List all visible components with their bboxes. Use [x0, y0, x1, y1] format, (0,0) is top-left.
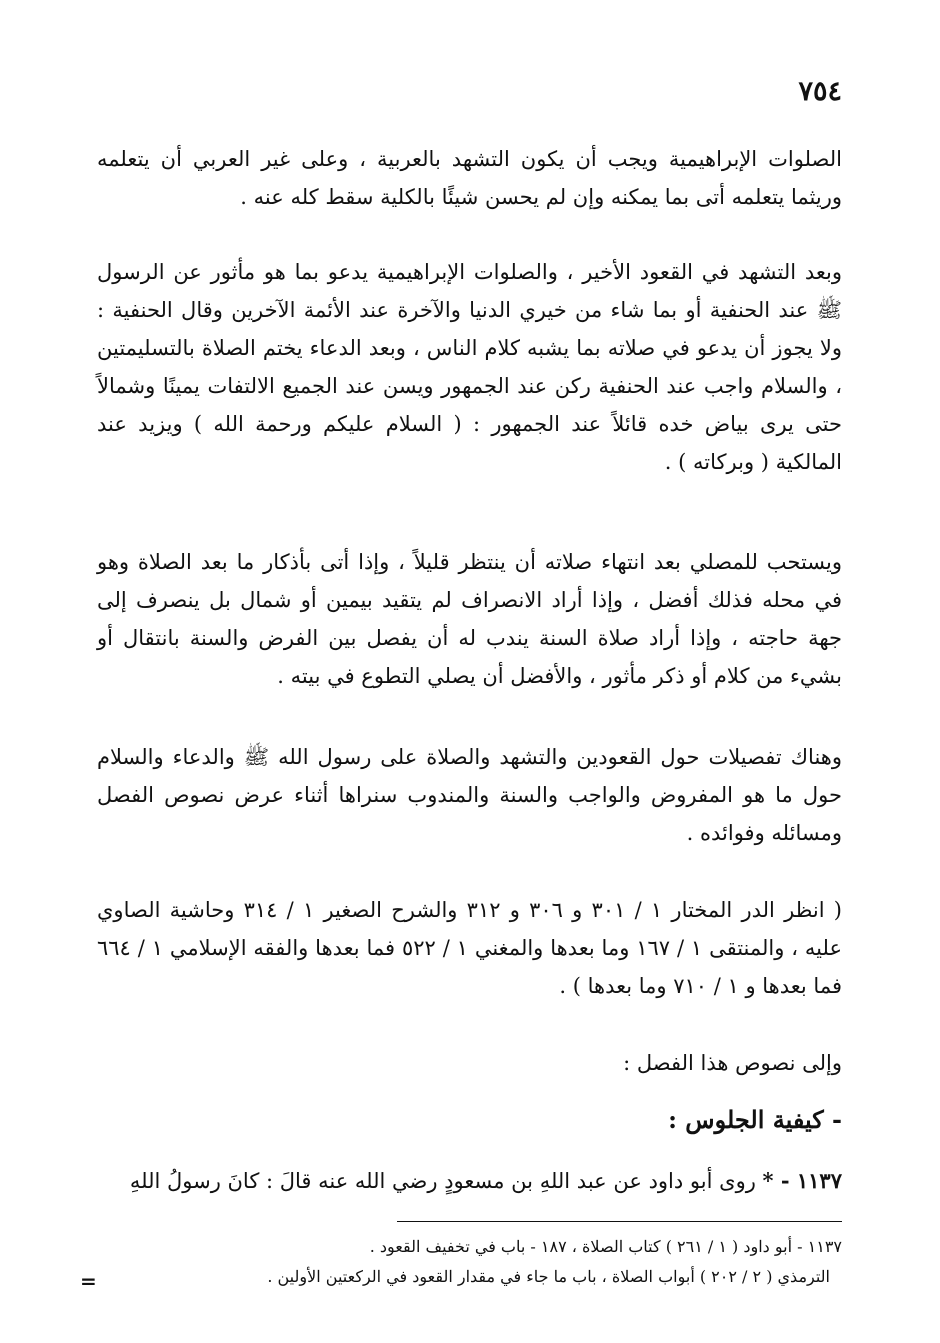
page-number: ٧٥٤	[798, 76, 842, 107]
paragraph-details: وهناك تفصيلات حول القعودين والتشهد والصلاة على رسول الله ﷺ والدعاء والسلام حول ما هو المفروض والواجب والسنة والمندوب سنراها أثناء عرض نصوص الفصل ومسائله وفوائده .	[97, 745, 842, 845]
footnote-tirmidhi: الترمذي ( ٢ / ٢٠٢ ) أبواب الصلاة ، باب ما جاء في مقدار القعود في الركعتين الأولين .	[267, 1267, 830, 1286]
paragraph-tashahhud-arabic: الصلوات الإبراهيمية ويجب أن يكون التشهد بالعربية ، وعلى غير العربي أن يتعلمه وريثما يتعلمه أتى بما يمكنه وإن لم يحسن شيئًا بالكلية سقط كله عنه .	[97, 147, 842, 209]
paragraph-dua-and-taslim: وبعد التشهد في القعود الأخير ، والصلوات الإبراهيمية يدعو بما هو مأثور عن الرسول ﷺ عند الحنفية أو بما شاء من خيري الدنيا والآخرة عند الأئمة الآخرين وقال الحنفية : ولا يجوز أن يدعو في صلاته بما يشبه كلام الناس ، وبعد الدعاء يختم الصلاة بالتسليمتين ، والسلام واجب عند الحنفية ركن عند الجمهور ويسن عند الجميع الالتفات يمينًا وشمالاً حتى يرى بياض خده قائلاً عند الجمهور : ( السلام عليكم ورحمة الله ) ويزيد عند المالكية ( وبركاته ) .	[97, 260, 842, 474]
continuation-mark: =	[80, 1269, 97, 1293]
footnote-divider	[397, 1221, 842, 1222]
footnote-abu-dawud: ١١٣٧ - أبو داود ( ١ / ٢٦١ ) كتاب الصلاة ، ١٨٧ - باب في تخفيف القعود .	[369, 1237, 842, 1256]
paragraph-intro-texts: وإلى نصوص هذا الفصل :	[623, 1051, 842, 1075]
paragraph-after-prayer: ويستحب للمصلي بعد انتهاء صلاته أن ينتظر قليلاً ، وإذا أتى بأذكار ما بعد الصلاة وهو في محله فذلك أفضل ، وإذا أراد الانصراف لم يتقيد بيمين أو شمال بل ينصرف إلى جهة حاجته ، وإذا أراد صلاة السنة يندب له أن يفصل بين الفرض والسنة بانتقال أو بشيء من كلام أو ذكر مأثور ، والأفضل أن يصلي التطوع في بيته .	[97, 550, 842, 688]
hadith-number: ١١٣٧ - *	[762, 1168, 842, 1193]
hadith-entry	[97, 1162, 842, 1200]
section-heading: - كيفية الجلوس :	[668, 1105, 842, 1134]
paragraph-references: ( انظر الدر المختار ١ / ٣٠١ و ٣٠٦ و ٣١٢ والشرح الصغير ١ / ٣١٤ وحاشية الصاوي عليه ، والمنتقى ١ / ١٦٧ وما بعدها والمغني ١ / ٥٢٢ فما بعدها والفقه الإسلامي ١ / ٦٦٤ فما بعدها و ١ / ٧١٠ وما بعدها ) .	[97, 898, 842, 998]
footnotes	[97, 1232, 842, 1292]
hadith-text: روى أبو داود عن عبد اللهِ بن مسعودٍ رضي الله عنه قالَ : كانَ رسولُ اللهِ	[129, 1169, 756, 1193]
